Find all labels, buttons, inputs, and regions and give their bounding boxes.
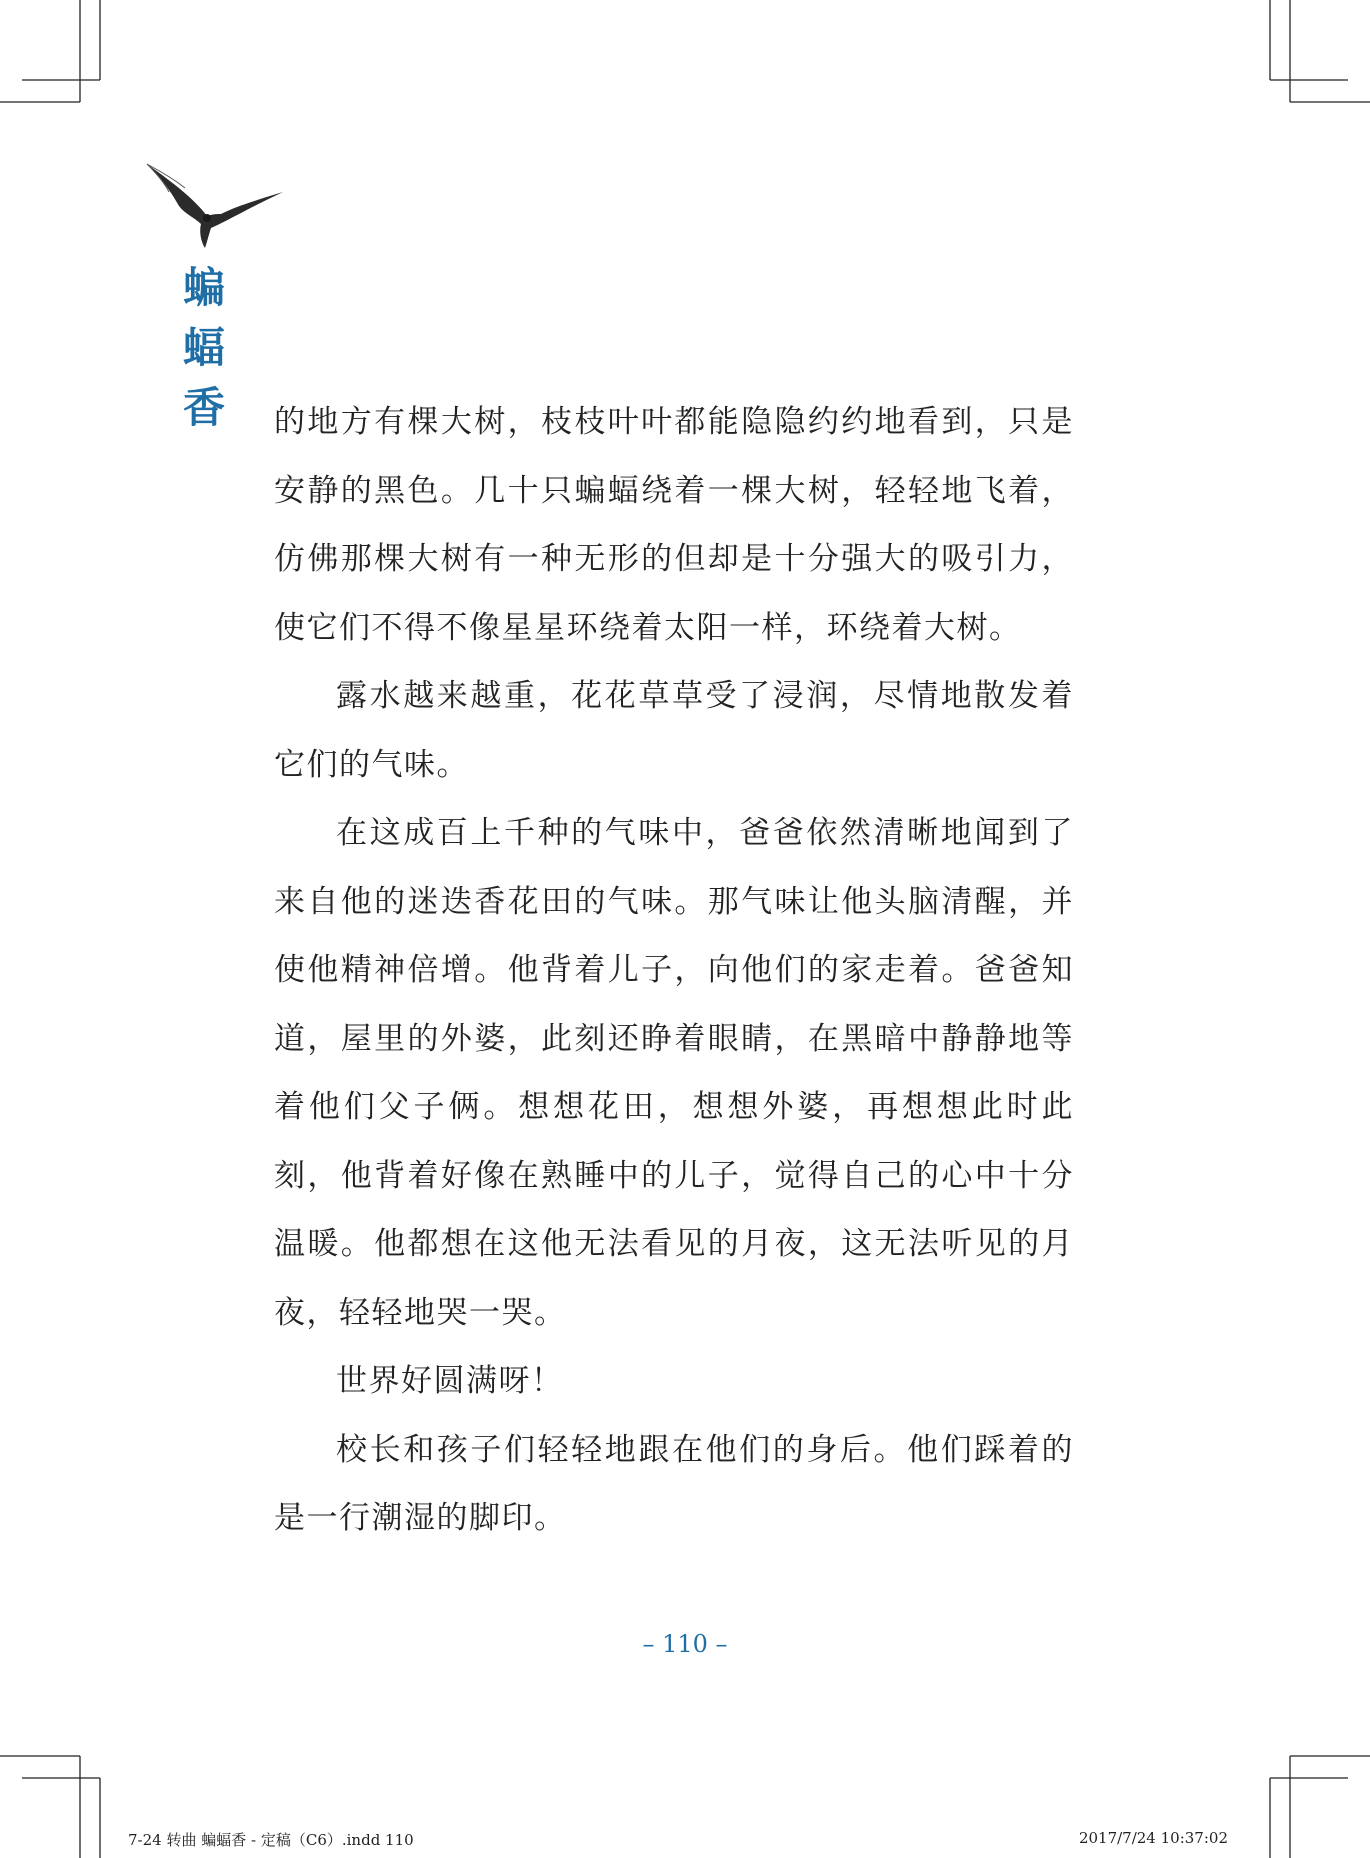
title-char: 蝠 bbox=[182, 323, 225, 372]
paragraph: 校长和孩子们轻轻地跟在他们的身后。他们踩着的是一行潮湿的脚印。 bbox=[274, 1431, 1074, 1536]
paragraph: 世界好圆满呀！ bbox=[336, 1363, 564, 1399]
title-char: 香 bbox=[182, 383, 225, 432]
footer-file-info: 7-24 转曲 蝙蝠香 - 定稿（C6）.indd 110 bbox=[128, 1831, 414, 1849]
body-text bbox=[274, 388, 1074, 1553]
title-char: 蝙 bbox=[182, 263, 225, 312]
paragraph: 在这成百上千种的气味中，爸爸依然清晰地闻到了来自他的迷迭香花田的气味。那气味让他头脑清醒，并使他精神倍增。他背着儿子，向他们的家走着。爸爸知道，屋里的外婆，此刻还睁着眼睛，在黑暗中静静地等着他们父子俩。想想花田，想想外婆，再想想此时此刻，他背着好像在熟睡中的儿子，觉得自己的心中十分温暖。他都想在这他无法看见的月夜，这无法听见的月夜，轻轻地哭一哭。 bbox=[274, 815, 1074, 1331]
bat-illustration-icon bbox=[145, 158, 285, 253]
vertical-title bbox=[174, 258, 234, 438]
paragraph: 露水越来越重，花花草草受了浸润，尽情地散发着它们的气味。 bbox=[274, 678, 1074, 783]
footer-timestamp: 2017/7/24 10:37:02 bbox=[1078, 1829, 1228, 1847]
page-number: – 110 – bbox=[642, 1630, 728, 1658]
paragraph: 的地方有棵大树，枝枝叶叶都能隐隐约约地看到，只是安静的黑色。几十只蝙蝠绕着一棵大树，轻轻地飞着，仿佛那棵大树有一种无形的但却是十分强大的吸引力，使它们不得不像星星环绕着太阳一样，环绕着大树。 bbox=[274, 404, 1074, 646]
